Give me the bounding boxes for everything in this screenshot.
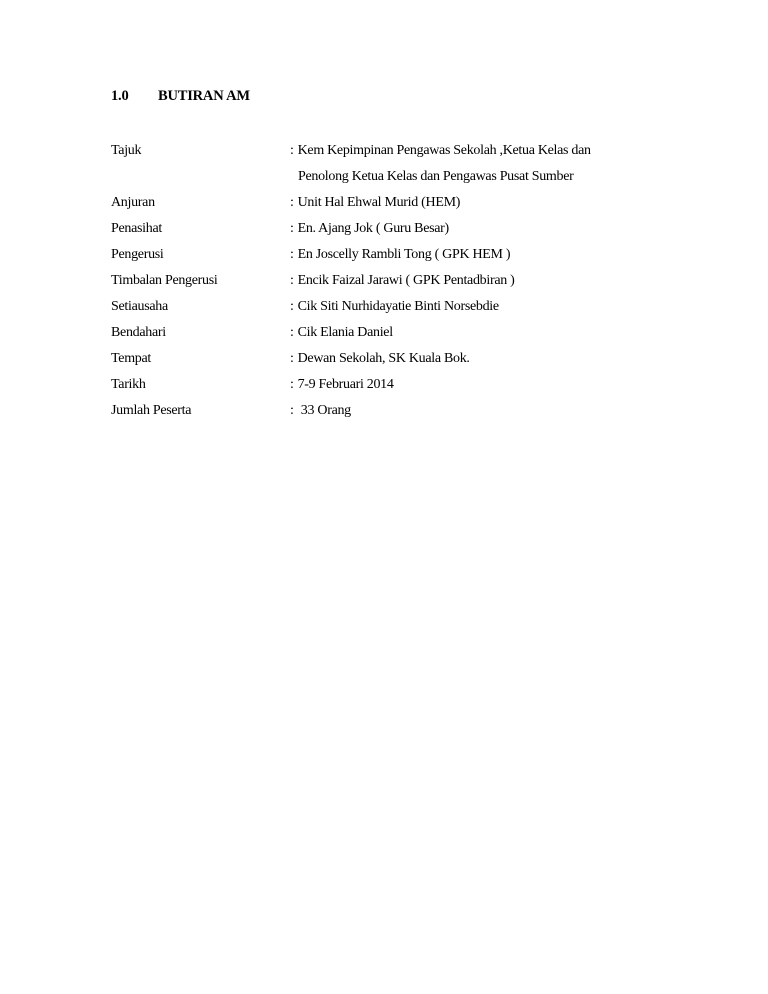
detail-value-text: En. Ajang Jok ( Guru Besar) bbox=[297, 221, 449, 236]
detail-row-penasihat bbox=[111, 220, 671, 246]
detail-value-text: Dewan Sekolah, SK Kuala Bok. bbox=[297, 351, 470, 366]
detail-value bbox=[290, 272, 670, 290]
detail-row-jumlah-peserta bbox=[111, 402, 671, 428]
separator-colon: : bbox=[290, 221, 294, 236]
detail-row-anjuran bbox=[111, 194, 671, 220]
separator-colon: : bbox=[290, 351, 294, 366]
detail-value bbox=[290, 220, 670, 238]
detail-label: Tajuk bbox=[111, 143, 142, 158]
detail-row-pengerusi bbox=[111, 246, 671, 272]
detail-value bbox=[290, 376, 670, 394]
detail-row-tarikh bbox=[111, 376, 671, 402]
detail-value-text: Cik Elania Daniel bbox=[297, 325, 393, 340]
section-number: 1.0 bbox=[111, 88, 129, 104]
detail-value-text: Encik Faizal Jarawi ( GPK Pentadbiran ) bbox=[297, 273, 515, 288]
separator-colon: : bbox=[290, 377, 294, 392]
detail-value bbox=[290, 402, 670, 420]
separator-colon: : bbox=[290, 143, 294, 158]
detail-value-text: En Joscelly Rambli Tong ( GPK HEM ) bbox=[297, 247, 511, 262]
detail-value bbox=[290, 142, 670, 186]
detail-value bbox=[290, 246, 670, 264]
separator-colon: : bbox=[290, 247, 294, 262]
detail-value-text: 7-9 Februari 2014 bbox=[297, 377, 394, 392]
detail-label: Penasihat bbox=[111, 221, 162, 236]
separator-colon: : bbox=[290, 325, 294, 340]
detail-label: Anjuran bbox=[111, 195, 155, 210]
detail-value-text: Kem Kepimpinan Pengawas Sekolah ,Ketua Kelas dan bbox=[297, 143, 591, 158]
detail-value-text: Unit Hal Ehwal Murid (HEM) bbox=[297, 195, 461, 210]
detail-label: Setiausaha bbox=[111, 299, 168, 314]
detail-label: Jumlah Peserta bbox=[111, 403, 192, 418]
detail-row-tempat bbox=[111, 350, 671, 376]
detail-value bbox=[290, 324, 670, 342]
detail-value-text: Cik Siti Nurhidayatie Binti Norsebdie bbox=[297, 299, 499, 314]
separator-colon: : bbox=[290, 273, 294, 288]
detail-value-text: 33 Orang bbox=[297, 403, 351, 418]
separator-colon: : bbox=[290, 403, 294, 418]
separator-colon: : bbox=[290, 195, 294, 210]
detail-row-tajuk bbox=[111, 142, 671, 194]
section-heading bbox=[111, 88, 250, 105]
section-title: BUTIRAN AM bbox=[158, 88, 250, 104]
detail-value bbox=[290, 298, 670, 316]
separator-colon: : bbox=[290, 299, 294, 314]
detail-value bbox=[290, 194, 670, 212]
detail-label: Timbalan Pengerusi bbox=[111, 273, 218, 288]
detail-row-timbalan-pengerusi bbox=[111, 272, 671, 298]
detail-row-setiausaha bbox=[111, 298, 671, 324]
detail-row-bendahari bbox=[111, 324, 671, 350]
detail-value bbox=[290, 350, 670, 368]
detail-label: Pengerusi bbox=[111, 247, 164, 262]
detail-label: Tempat bbox=[111, 351, 151, 366]
detail-label: Bendahari bbox=[111, 325, 166, 340]
detail-value-continuation: Penolong Ketua Kelas dan Pengawas Pusat Sumber bbox=[298, 169, 574, 184]
detail-label: Tarikh bbox=[111, 377, 146, 392]
details-list bbox=[111, 142, 671, 428]
